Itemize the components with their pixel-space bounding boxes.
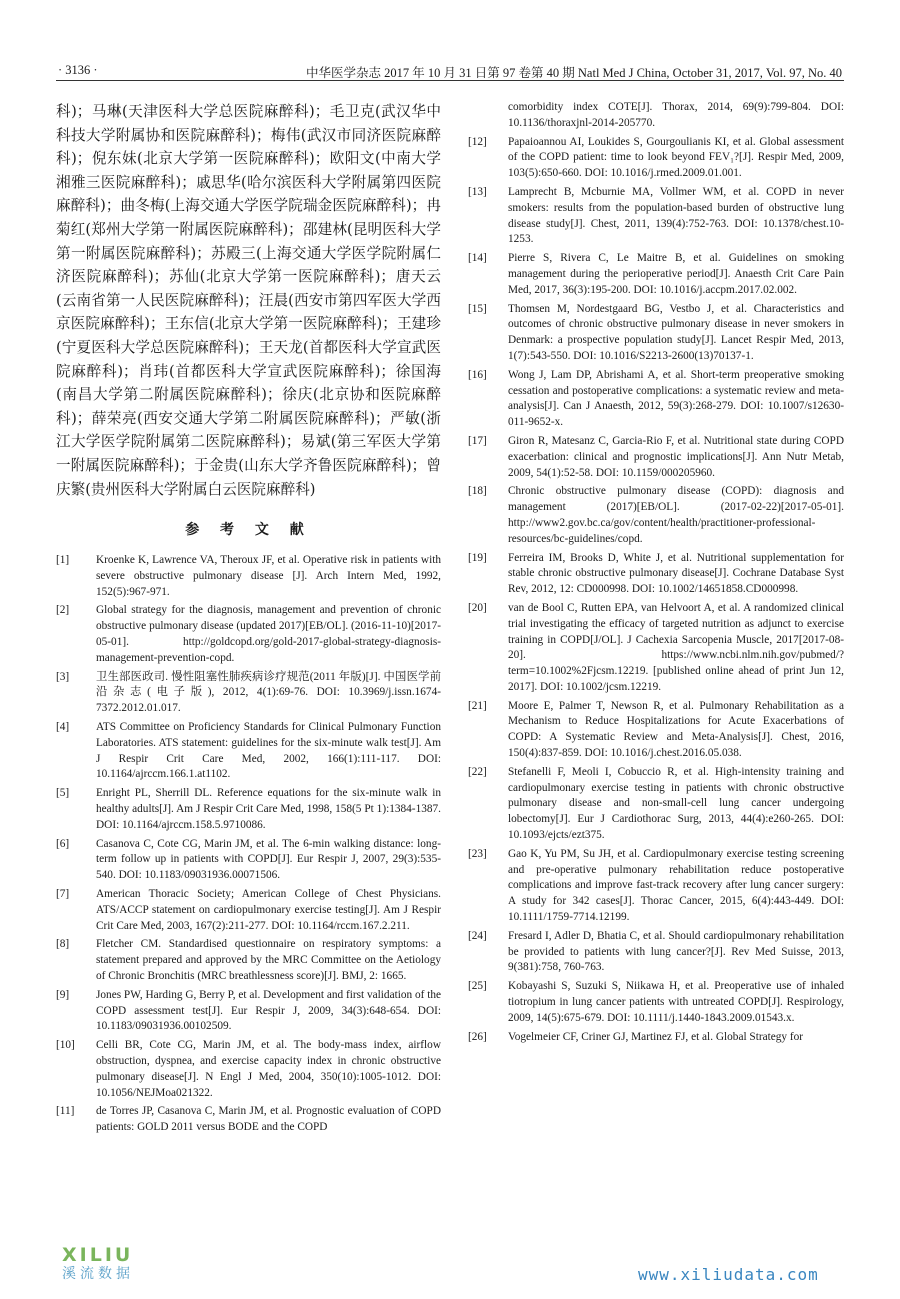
- logo-subtitle: 溪流数据: [62, 1266, 134, 1282]
- reference-continuation: comorbidity index COTE[J]. Thorax, 2014, 69(9):799-804. DOI: 10.1136/thoraxjnl-2014-205770.: [508, 101, 844, 129]
- reference-number: [25]: [468, 980, 487, 993]
- reference-text: Pierre S, Rivera C, Le Maitre B, et al. Guidelines on smoking management during the perioperative period[J]. Anaesth Crit Care Pain Med, 2017, 36(3):195-200. DOI: 10.1016/j.accpm.2017.02.002.: [508, 252, 844, 296]
- reference-number: [1]: [56, 554, 70, 567]
- reference-number: [9]: [56, 988, 70, 1001]
- reference-text: Thomsen M, Nordestgaard BG, Vestbo J, et al. Characteristics and outcomes of chronic obstructive pulmonary disease in never smokers in Denmark: a prospective population study[J]. Lancet Respir Med, 2013, 1(7):543-550. DOI: 10.1016/S2213-2600(13)70137-1.: [508, 302, 844, 362]
- reference-text: Papaioannou AI, Loukides S, Gourgoulianis KI, et al. Global assessment of the COPD patient: time to look beyond FEV₁?[J]. Respir Med, 2009, 103(5):650-660. DOI: 10.1016/j.rmed.2009.01.001.: [508, 135, 844, 180]
- logo-mark: XILIU: [62, 1244, 134, 1266]
- right-column: [468, 100, 844, 1048]
- reference-number: [3]: [56, 670, 70, 683]
- reference-item: [56, 603, 441, 666]
- reference-number: [4]: [56, 721, 70, 734]
- reference-number: [15]: [468, 302, 487, 315]
- reference-item: [468, 699, 844, 762]
- reference-text: Moore E, Palmer T, Newson R, et al. Pulmonary Rehabilitation as a Mechanism to Reduce Hospitalizations for Acute Exacerbations of COPD: A Systematic Review and Meta-Analysis[J]. Chest, 2016, 150(4):837-859. DOI: 10.1016/j.chest.2016.05.038.: [508, 699, 844, 760]
- reference-item: [468, 979, 844, 1026]
- reference-item: [468, 765, 844, 844]
- reference-item: [468, 185, 844, 248]
- journal-citation: 中华医学杂志 2017 年 10 月 31 日第 97 卷第 40 期 Natl Med J China, October 31, 2017, Vol. 97, No. 40: [306, 66, 842, 80]
- reference-item: [56, 553, 441, 600]
- reference-item: [56, 1104, 441, 1136]
- reference-number: [14]: [468, 252, 487, 265]
- reference-text: de Torres JP, Casanova C, Marin JM, et al. Prognostic evaluation of COPD patients: GOLD 2011 versus BODE and the COPD: [96, 1105, 441, 1134]
- reference-text: Lamprecht B, Mcburnie MA, Vollmer WM, et al. COPD in never smokers: results from the population-based burden of obstructive lung disease study[J]. Chest, 2011, 139(4):752-763. DOI: 10.1378/chest.10-1253.: [508, 185, 844, 246]
- reference-number: [19]: [468, 551, 487, 564]
- reference-list-left: [56, 553, 441, 1136]
- reference-number: [18]: [468, 485, 487, 498]
- reference-number: [7]: [56, 888, 70, 901]
- reference-number: [16]: [468, 368, 487, 381]
- reference-number: [17]: [468, 434, 487, 447]
- reference-list-right: [468, 135, 844, 1046]
- reference-item: [56, 786, 441, 833]
- reference-item: [468, 929, 844, 976]
- reference-item: [56, 988, 441, 1035]
- reference-text: Wong J, Lam DP, Abrishami A, et al. Short-term preoperative smoking cessation and postoperative complications: a systematic review and meta-analysis[J]. Can J Anaesth, 2012, 59(3):268-279. DOI: 10.1007/s12630-011-9652-x.: [508, 368, 844, 429]
- reference-number: [2]: [56, 604, 70, 617]
- reference-text: Fletcher CM. Standardised questionnaire on respiratory symptoms: a statement prepared and approved by the MRC Committee on the Aetiology of Chronic Bronchitis (MRC breathlessness score)[J]. BMJ, 2: 1665.: [96, 938, 441, 983]
- reference-item: [468, 368, 844, 431]
- reference-number: [22]: [468, 765, 487, 778]
- reference-item: [56, 720, 441, 783]
- reference-text: Kroenke K, Lawrence VA, Theroux JF, et al. Operative risk in patients with severe obstructive pulmonary disease [J]. Arch Intern Med, 1992, 152(5):967-971.: [96, 554, 441, 598]
- watermark-url: www.xiliudata.com: [638, 1265, 819, 1284]
- reference-text: Enright PL, Sherrill DL. Reference equations for the six-minute walk in healthy adults[J]. Am J Respir Crit Care Med, 1998, 158(5 Pt 1):1384-1387. DOI: 10.1164/ajrccm.158.5.9710086.: [96, 787, 441, 831]
- reference-item: [56, 887, 441, 934]
- reference-item: [468, 484, 844, 547]
- reference-item: [56, 837, 441, 884]
- reference-text: 卫生部医政司. 慢性阻塞性肺疾病诊疗规范(2011 年版)[J]. 中国医学前沿杂志(电子版), 2012, 4(1):69-76. DOI: 10.3969/j.issn.1674-7372.2012.01.017.: [96, 670, 441, 715]
- reference-number: [23]: [468, 847, 487, 860]
- left-column: [56, 100, 441, 1139]
- reference-text: Fresard I, Adler D, Bhatia C, et al. Should cardiopulmonary rehabilitation be provided to patients with lung cancer?[J]. Rev Med Suisse, 2013, 9(381):758, 760-763.: [508, 929, 844, 974]
- references-heading: 参 考 文 献: [185, 522, 312, 539]
- reference-number: [8]: [56, 938, 70, 951]
- reference-item: [468, 1030, 844, 1046]
- reference-item: [56, 1038, 441, 1101]
- reference-text: Casanova C, Cote CG, Marin JM, et al. The 6-min walking distance: long-term follow up in patients with COPD[J]. Eur Respir J, 2007, 29(3):535-540. DOI: 10.1183/09031936.00071506.: [96, 837, 441, 882]
- reference-number: [13]: [468, 185, 487, 198]
- reference-number: [24]: [468, 929, 487, 942]
- reference-text: van de Bool C, Rutten EPA, van Helvoort A, et al. A randomized clinical trial investigating the efficacy of targeted nutrition as adjunct to exercise training in COPD[J/OL]. J Cachexia Sarcopenia Muscle, 2017[2017-08-20]. https://www.ncbi.nlm.nih.gov/pubmed/?term=10.1002%2Fjcsm.12219. [published online ahead of print Jun 12, 2017]. DOI: 10.1002/jcsm.12219.: [508, 601, 844, 693]
- reference-item: [56, 937, 441, 984]
- reference-number: [6]: [56, 837, 70, 850]
- reference-text: Stefanelli F, Meoli I, Cobuccio R, et al. High-intensity training and cardiopulmonary exercise testing in patients with chronic obstructive pulmonary disease and non-small-cell lung cancer undergoing lobectomy[J]. Eur J Cardiothorac Surg, 2013, 44(4):e260-265. DOI: 10.1093/ejcts/ezt375.: [508, 765, 844, 842]
- reference-item: [56, 670, 441, 717]
- publisher-logo: [62, 1245, 172, 1291]
- reference-text: Kobayashi S, Suzuki S, Niikawa H, et al. Preoperative use of inhaled tiotropium in lung cancer patients with untreated COPD[J]. Respirology, 2009, 14(5):675-679. DOI: 10.1111/j.1440-1843.2009.01543.x.: [508, 980, 844, 1024]
- reference-text: ATS Committee on Proficiency Standards for Clinical Pulmonary Function Laboratories. ATS statement: guidelines for the six-minute walk test[J]. Am J Respir Crit Care Med, 2002, 166(1):111-117. DOI: 10.1164/ajrccm.166.1.at1102.: [96, 721, 441, 781]
- reference-text: Jones PW, Harding G, Berry P, et al. Development and first validation of the COPD assessment test[J]. Eur Respir J, 2009, 34(3):648-654. DOI: 10.1183/09031936.00102509.: [96, 988, 442, 1033]
- reference-text: Celli BR, Cote CG, Marin JM, et al. The body-mass index, airflow obstruction, dyspnea, and exercise capacity index in chronic obstructive pulmonary disease[J]. N Engl J Med, 2004, 350(10):1005-1012. DOI: 10.1056/NEJMoa021322.: [96, 1039, 441, 1099]
- reference-item: [468, 251, 844, 298]
- reference-number: [11]: [56, 1105, 75, 1118]
- reference-number: [21]: [468, 699, 487, 712]
- running-header: [56, 62, 844, 81]
- reference-item: [468, 135, 844, 182]
- reference-item: [468, 434, 844, 481]
- page-number: · 3136 ·: [58, 63, 98, 77]
- reference-item: [468, 302, 844, 365]
- reference-item: [468, 551, 844, 598]
- reference-number: [26]: [468, 1030, 487, 1043]
- reference-item: [468, 601, 844, 696]
- reference-text: Chronic obstructive pulmonary disease (COPD): diagnosis and management (2017)[EB/OL]. (2017-02-22)[2017-05-01]. http://www2.gov.bc.ca/gov/content/health/practitioner-professional-resources/bc-guidelines/copd.: [508, 485, 844, 545]
- reference-text: Gao K, Yu PM, Su JH, et al. Cardiopulmonary exercise testing screening and pre-operative pulmonary rehabilitation reduce postoperative complications and improve fast-track recovery after lung cancer surgery: A study for 342 cases[J]. Thorac Cancer, 2015, 6(4):443-449. DOI: 10.1111/1759-7714.12199.: [508, 847, 844, 924]
- reference-text: Giron R, Matesanz C, Garcia-Rio F, et al. Nutritional state during COPD exacerbation: clinical and prognostic implications[J]. Ann Nutr Metab, 2009, 54(1):52-58. DOI: 10.1159/000205960.: [508, 434, 844, 479]
- reference-number: [20]: [468, 601, 487, 614]
- reference-text: Ferreira IM, Brooks D, White J, et al. Nutritional supplementation for stable chronic obstructive pulmonary disease[J]. Cochrane Database Syst Rev, 2012, 12: CD000998. DOI: 10.1002/14651858.CD000998.: [508, 551, 844, 596]
- reference-text: American Thoracic Society; American College of Chest Physicians. ATS/ACCP statement on cardiopulmonary exercise testing[J]. Am J Respir Crit Care Med, 2003, 167(2):211-277. DOI: 10.1164/rccm.167.2.211.: [96, 888, 441, 932]
- reference-number: [5]: [56, 787, 70, 800]
- authors-paragraph: 科)；马琳(天津医科大学总医院麻醉科)；毛卫克(武汉华中科技大学附属协和医院麻醉科)；梅伟(武汉市同济医院麻醉科)；倪东妹(北京大学第一医院麻醉科)；欧阳文(中南大学湘雅三医院麻醉科)；戚思华(哈尔滨医科大学附属第四医院麻醉科)；曲冬梅(上海交通大学医学院瑞金医院麻醉科)；冉菊红(郑州大学第一附属医院麻醉科)；邵建林(昆明医科大学第一附属医院麻醉科)；苏殿三(上海交通大学医学院附属仁济医院麻醉科)；苏仙(北京大学第一医院麻醉科)；唐天云(云南省第一人民医院麻醉科)；汪晨(西安市第四军医大学西京医院麻醉科)；王东信(北京大学第一医院麻醉科)；王建珍(宁夏医科大学总医院麻醉科)；王天龙(首都医科大学宣武医院麻醉科)；肖玮(首都医科大学宣武医院麻醉科)；徐国海(南昌大学第二附属医院麻醉科)；徐庆(北京协和医院麻醉科)；薛荣亮(西安交通大学第二附属医院麻醉科)；严敏(浙江大学医学院附属第二医院麻醉科)；易斌(第三军医大学第一附属医院麻醉科)；于金贵(山东大学齐鲁医院麻醉科)；曾庆繁(贵州医科大学附属白云医院麻醉科): [56, 103, 441, 498]
- reference-item: [468, 847, 844, 926]
- reference-text: Global strategy for the diagnosis, management and prevention of chronic obstructive pulmonary disease (updated 2017)[EB/OL]. (2016-11-10)[2017-05-01]. http://goldcopd.org/gold-2017-global-strategy-diagnosis-management-prevention-copd.: [96, 604, 441, 664]
- reference-number: [10]: [56, 1039, 75, 1052]
- reference-number: [12]: [468, 135, 487, 148]
- reference-text: Vogelmeier CF, Criner GJ, Martinez FJ, et al. Global Strategy for: [508, 1030, 804, 1043]
